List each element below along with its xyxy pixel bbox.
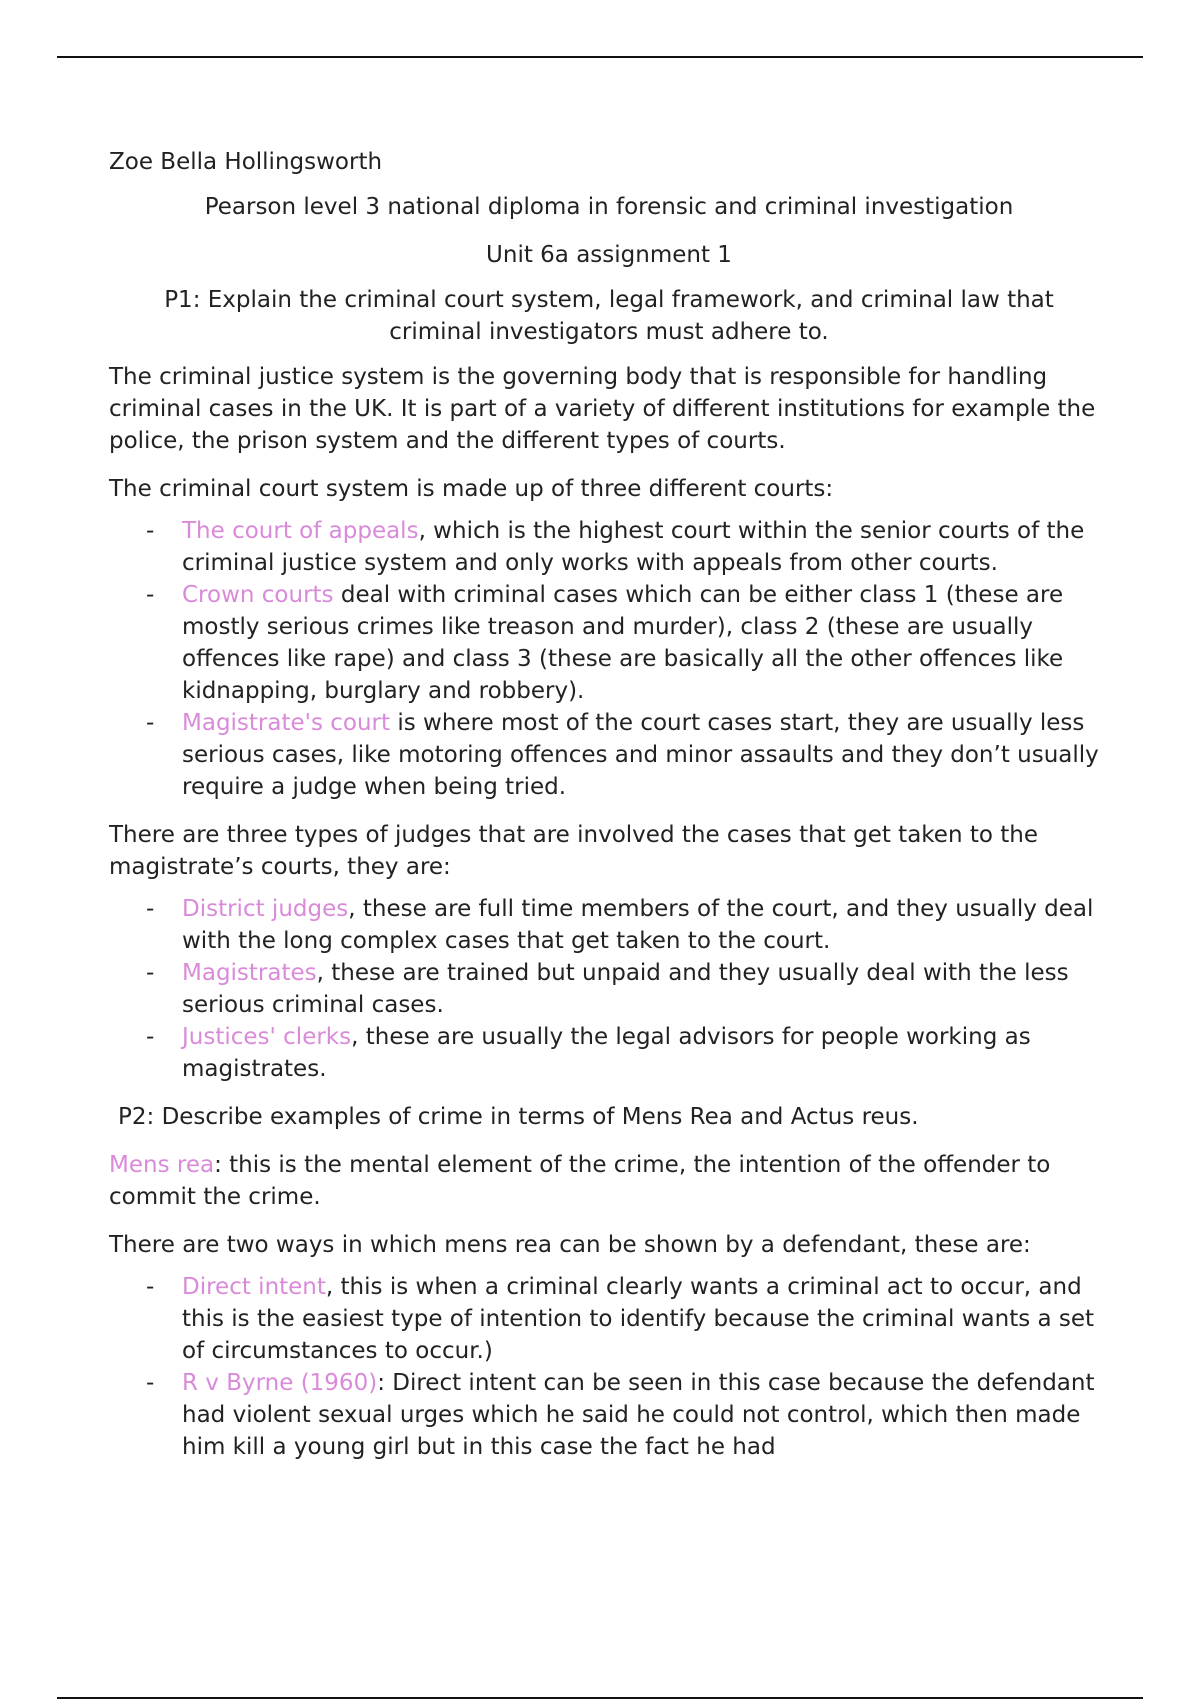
dash-bullet: - (146, 1274, 155, 1300)
term-district-judges: District judges (182, 896, 349, 922)
district-judges-text: , these are full time members of the court, and they usually deal with the long complex cases that get taken to the court. (182, 896, 1094, 954)
intent-list (109, 1271, 1109, 1463)
list-item-justices-clerks (109, 1021, 1109, 1085)
magistrates-court-text: is where most of the court cases start, they are usually less serious cases, like motoring offences and minor assaults and they don’t usually require a judge when being tried. (182, 710, 1099, 800)
dash-bullet: - (146, 1370, 155, 1396)
term-r-v-byrne: R v Byrne (1960) (182, 1370, 378, 1396)
author-name: Zoe Bella Hollingsworth (109, 149, 383, 175)
justices-clerks-text: , these are usually the legal advisors for people working as magistrates. (182, 1024, 1031, 1082)
judges-intro-paragraph: There are three types of judges that are involved the cases that get taken to the magistrate’s courts, they are: (109, 822, 1038, 880)
mens-rea-paragraph (109, 1149, 1109, 1213)
dash-bullet: - (146, 896, 155, 922)
courts-intro-paragraph: The criminal court system is made up of three different courts: (109, 476, 834, 502)
unit-title: Unit 6a assignment 1 (486, 242, 732, 268)
term-mens-rea: Mens rea (109, 1152, 215, 1178)
p2-heading: P2: Describe examples of crime in terms of Mens Rea and Actus reus. (118, 1104, 919, 1130)
p1-intro-paragraph: The criminal justice system is the governing body that is responsible for handling criminal cases in the UK. It is part of a variety of different institutions for example the police, the prison system and the different types of courts. (109, 364, 1096, 454)
term-crown-courts: Crown courts (182, 582, 334, 608)
document-body (109, 146, 1109, 1479)
dash-bullet: - (146, 1024, 155, 1050)
bottom-rule (57, 1697, 1143, 1699)
crown-courts-text: deal with criminal cases which can be either class 1 (these are mostly serious crimes like treason and murder), class 2 (these are usually offences like rape) and class 3 (these are basically all the other offences like kidnapping, burglary and robbery). (182, 582, 1064, 704)
list-item-magistrates (109, 957, 1109, 1021)
ways-intro-paragraph: There are two ways in which mens rea can be shown by a defendant, these are: (109, 1232, 1031, 1258)
dash-bullet: - (146, 518, 155, 544)
r-v-byrne-text: : Direct intent can be seen in this case because the defendant had violent sexual urges which he said he could not control, which then made him kill a young girl but in this case the fact he had (182, 1370, 1095, 1460)
mens-rea-text: : this is the mental element of the crime, the intention of the offender to commit the crime. (109, 1152, 1051, 1210)
term-justices-clerks: Justices' clerks (182, 1024, 352, 1050)
term-magistrates-court: Magistrate's court (182, 710, 391, 736)
dash-bullet: - (146, 960, 155, 986)
dash-bullet: - (146, 582, 155, 608)
dash-bullet: - (146, 710, 155, 736)
court-of-appeals-text: , which is the highest court within the senior courts of the criminal justice system and only works with appeals from other courts. (182, 518, 1085, 576)
list-item-direct-intent (109, 1271, 1109, 1367)
list-item-r-v-byrne (109, 1367, 1109, 1463)
course-title: Pearson level 3 national diploma in forensic and criminal investigation (204, 194, 1014, 220)
p1-heading: P1: Explain the criminal court system, legal framework, and criminal law that criminal investigators must adhere to. (164, 287, 1054, 345)
list-item-crown-courts (109, 579, 1109, 707)
term-magistrates: Magistrates (182, 960, 317, 986)
judges-list (109, 893, 1109, 1085)
direct-intent-text: , this is when a criminal clearly wants a criminal act to occur, and this is the easiest type of intention to identify because the criminal wants a set of circumstances to occur.) (182, 1274, 1095, 1364)
top-rule (57, 56, 1143, 58)
term-direct-intent: Direct intent (182, 1274, 326, 1300)
magistrates-text: , these are trained but unpaid and they usually deal with the less serious criminal cases. (182, 960, 1069, 1018)
list-item-magistrates-court (109, 707, 1109, 803)
list-item-district-judges (109, 893, 1109, 957)
term-court-of-appeals: The court of appeals (182, 518, 419, 544)
list-item-court-of-appeals (109, 515, 1109, 579)
courts-list (109, 515, 1109, 803)
